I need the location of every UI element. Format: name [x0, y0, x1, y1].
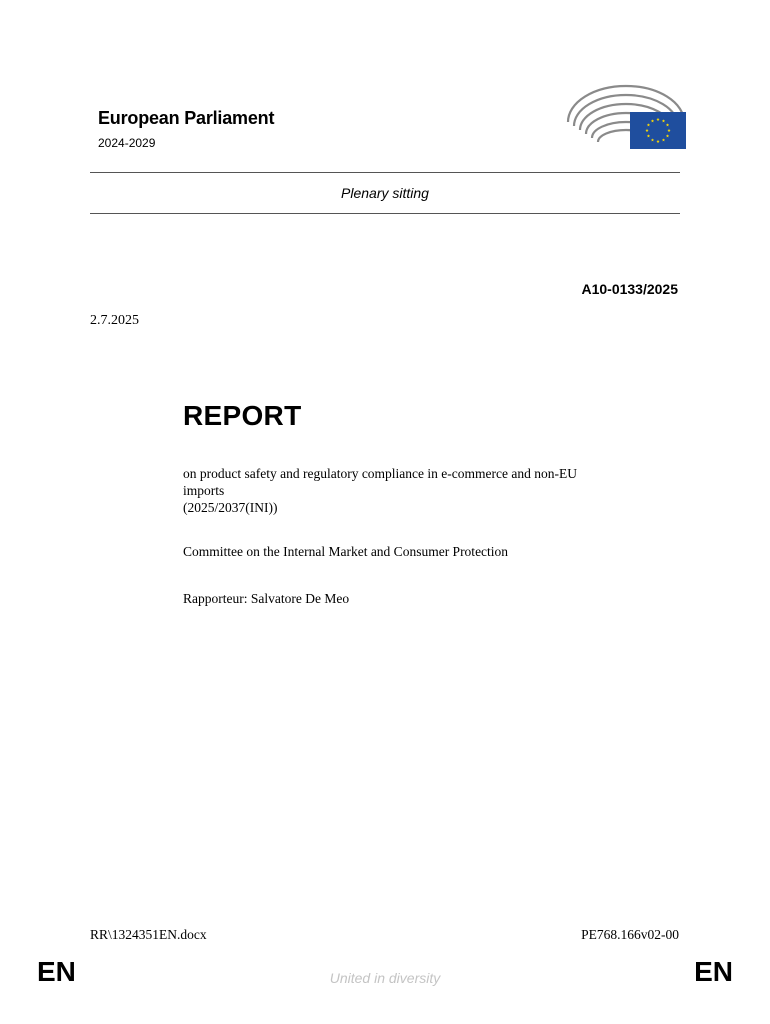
institution-name: European Parliament [98, 108, 275, 128]
subject-line: imports [183, 483, 225, 498]
parliamentary-term: 2024-2029 [98, 136, 156, 150]
document-number: A10-0133/2025 [581, 281, 678, 297]
report-subject [183, 465, 653, 516]
file-reference: RR\1324351EN.docx [90, 927, 207, 942]
procedure-number: (2025/2037(INI)) [183, 500, 278, 515]
report-heading: REPORT [183, 400, 302, 431]
pe-reference: PE768.166v02-00 [581, 927, 679, 942]
rapporteur: Rapporteur: Salvatore De Meo [183, 591, 350, 606]
sitting-type: Plenary sitting [341, 185, 429, 201]
committee-name: Committee on the Internal Market and Consumer Protection [183, 544, 509, 559]
header-divider-bottom [90, 213, 680, 214]
subject-line: on product safety and regulatory compliance in e-commerce and non-EU [183, 466, 577, 481]
language-code-right: EN [694, 956, 733, 987]
language-code-left: EN [37, 956, 76, 987]
ep-hemicycle-eu-flag-icon [564, 84, 688, 152]
header-divider-top [90, 172, 680, 173]
eu-motto: United in diversity [329, 970, 441, 986]
document-date: 2.7.2025 [90, 313, 139, 328]
